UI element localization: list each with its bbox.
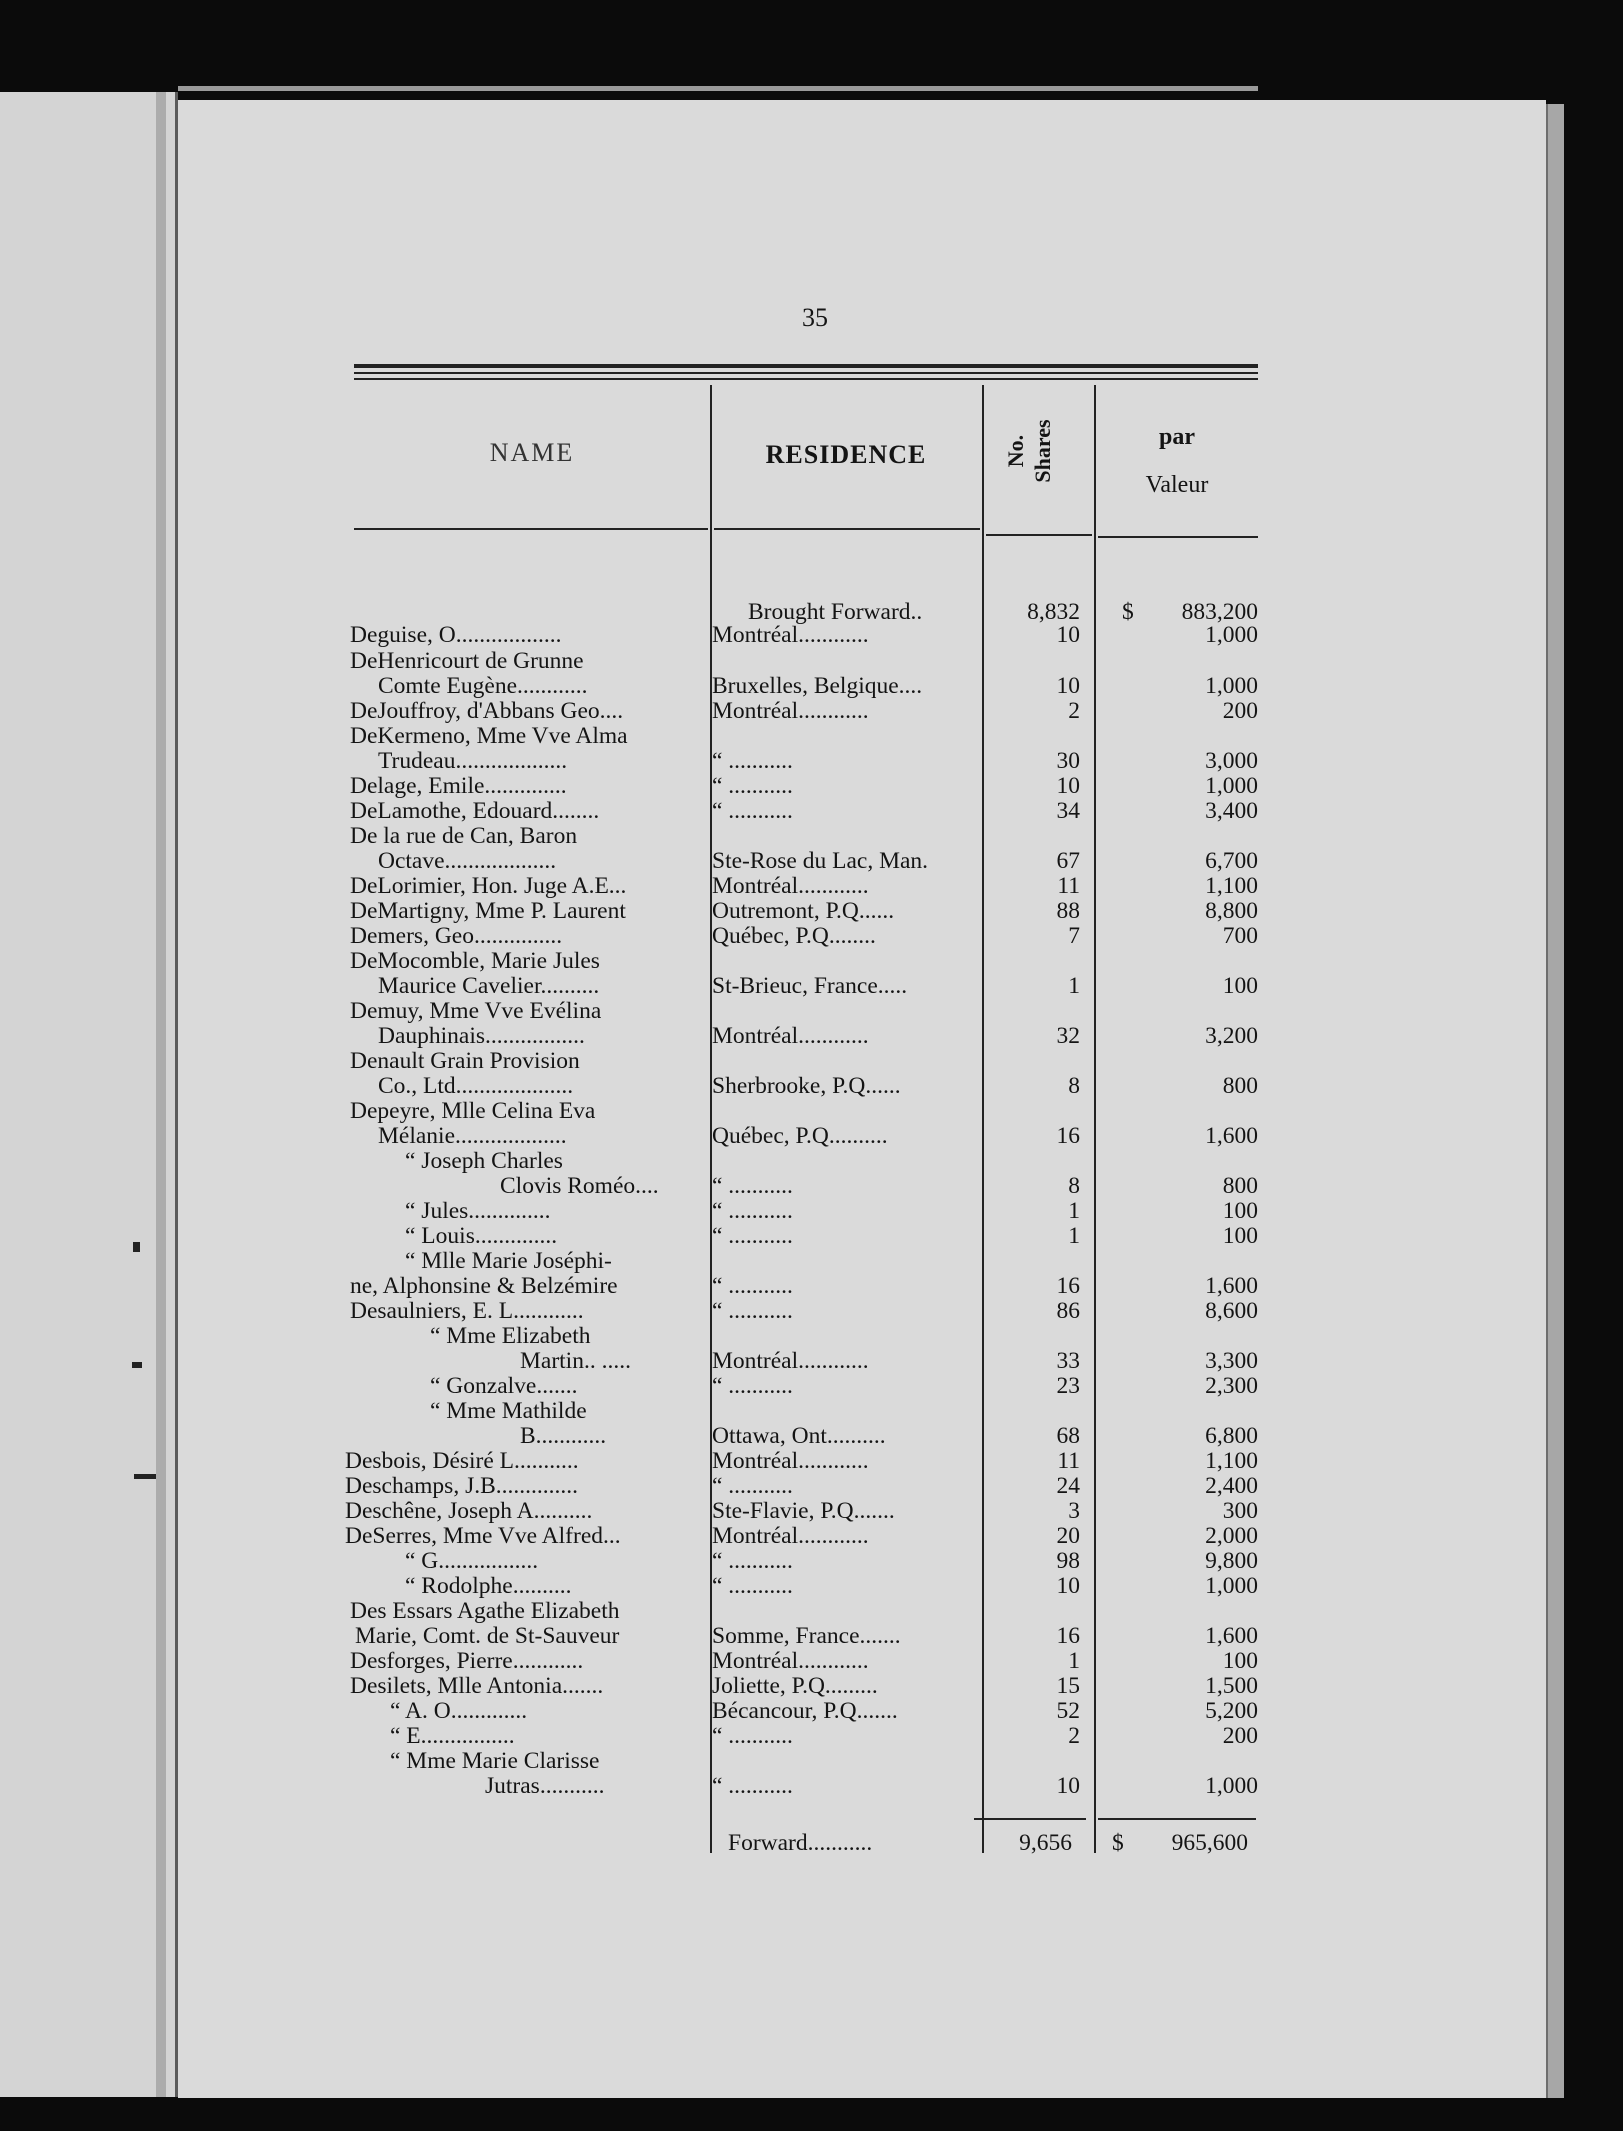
table-row [0, 1498, 1600, 1524]
shareholder-name: “ Louis.............. [405, 1223, 558, 1249]
par-value-cell: 1,000 [1205, 773, 1258, 799]
shares-cell: 98 [1056, 1548, 1080, 1574]
par-value-cell: 300 [1222, 1498, 1258, 1524]
shares-cell: 16 [1056, 1123, 1080, 1149]
par-value-cell: 8,800 [1205, 898, 1258, 924]
shareholder-name: Trudeau................... [378, 748, 568, 774]
par-value-cell: 3,400 [1205, 798, 1258, 824]
shareholder-name: “ Rodolphe.......... [405, 1573, 572, 1599]
shareholder-name: Desaulniers, E. L............ [350, 1298, 584, 1324]
table-row [0, 1523, 1600, 1549]
par-value-cell: 6,800 [1205, 1423, 1258, 1449]
par-value-cell: 3,200 [1205, 1023, 1258, 1049]
shares-cell: 88 [1056, 898, 1080, 924]
total-rule [1098, 1818, 1256, 1820]
shares-cell: 1 [1068, 1198, 1080, 1224]
residence-cell: Montréal............ [712, 1648, 869, 1674]
table-row [0, 1173, 1600, 1199]
residence-cell: Montréal............ [712, 1523, 869, 1549]
table-row [0, 1298, 1600, 1324]
shareholder-name: Octave................... [378, 848, 557, 874]
residence-cell: “ ........... [712, 1723, 793, 1749]
shareholder-name: Deschêne, Joseph A.......... [345, 1498, 593, 1524]
shareholder-name: DeSerres, Mme Vve Alfred... [345, 1523, 621, 1549]
shareholder-name: DeMocomble, Marie Jules [350, 948, 600, 974]
table-row [0, 1473, 1600, 1499]
shares-cell: 10 [1056, 1773, 1080, 1799]
table-row [0, 1673, 1600, 1699]
residence-cell: Ste-Flavie, P.Q....... [712, 1498, 895, 1524]
shares-cell: 1 [1068, 1223, 1080, 1249]
table-row [0, 622, 1600, 648]
par-value-cell: 1,600 [1205, 1123, 1258, 1149]
shareholder-name: “ Joseph Charles [405, 1148, 563, 1174]
table-row [0, 1148, 1600, 1174]
table-row [0, 1423, 1600, 1449]
table-row [0, 1373, 1600, 1399]
residence-cell: “ ........... [712, 1298, 793, 1324]
residence-cell: “ ........... [712, 1548, 793, 1574]
par-value-cell: 200 [1222, 698, 1258, 724]
shareholder-name: Denault Grain Provision [350, 1048, 580, 1074]
header-underline [1098, 536, 1258, 538]
table-row [0, 1248, 1600, 1274]
par-value-cell: 8,600 [1205, 1298, 1258, 1324]
table-row [0, 898, 1600, 924]
residence-cell: Bécancour, P.Q....... [712, 1698, 898, 1724]
table-row [0, 748, 1600, 774]
par-value-cell: 1,000 [1205, 622, 1258, 648]
table-row [0, 1548, 1600, 1574]
table-row [0, 1198, 1600, 1224]
table-row [0, 948, 1600, 974]
shares-cell: 20 [1056, 1523, 1080, 1549]
shares-cell: 10 [1056, 673, 1080, 699]
table-row [0, 923, 1600, 949]
header-underline [714, 528, 980, 530]
par-value-cell: 1,000 [1205, 673, 1258, 699]
table-row [0, 1023, 1600, 1049]
table-row [0, 1773, 1600, 1799]
table-row [0, 1348, 1600, 1374]
shareholder-name: De la rue de Can, Baron [350, 823, 578, 849]
total-rule [974, 1818, 1086, 1820]
shareholder-name: Desbois, Désiré L........... [345, 1448, 579, 1474]
shareholder-name: DeHenricourt de Grunne [350, 648, 584, 674]
table-row [0, 1223, 1600, 1249]
table-row [0, 773, 1600, 799]
table-row [0, 1123, 1600, 1149]
residence-cell: Montréal............ [712, 1023, 869, 1049]
shares-cell: 67 [1056, 848, 1080, 874]
shares-cell: 1 [1068, 973, 1080, 999]
residence-cell: Montréal............ [712, 698, 869, 724]
valeur-header: Valeur [1145, 472, 1209, 498]
table-row [0, 698, 1600, 724]
residence-cell: Montréal............ [712, 873, 869, 899]
residence-cell: Somme, France....... [712, 1623, 901, 1649]
shares-cell: 11 [1057, 873, 1080, 899]
brought-forward-label: Brought Forward.. [748, 599, 923, 625]
table-row [0, 1098, 1600, 1124]
residence-cell: Sherbrooke, P.Q...... [712, 1073, 901, 1099]
forward-row [0, 1830, 1600, 1856]
shares-cell: 11 [1057, 1448, 1080, 1474]
residence-cell: Ottawa, Ont.......... [712, 1423, 886, 1449]
par-value-cell: 100 [1222, 1648, 1258, 1674]
par-value-cell: 9,800 [1205, 1548, 1258, 1574]
residence-cell: Outremont, P.Q...... [712, 898, 895, 924]
shares-cell: 10 [1056, 622, 1080, 648]
shareholder-name: Desforges, Pierre............ [350, 1648, 584, 1674]
table-row [0, 1048, 1600, 1074]
par-value-cell: 800 [1222, 1073, 1258, 1099]
shareholder-name: Demuy, Mme Vve Evélina [350, 998, 602, 1024]
shareholder-name: Dauphinais................. [378, 1023, 585, 1049]
shares-cell: 10 [1056, 1573, 1080, 1599]
shares-cell: 24 [1056, 1473, 1080, 1499]
shareholder-name: Deschamps, J.B.............. [345, 1473, 579, 1499]
table-row [0, 1448, 1600, 1474]
shares-cell: 8 [1068, 1173, 1080, 1199]
residence-cell: “ ........... [712, 1573, 793, 1599]
residence-cell: Joliette, P.Q......... [712, 1673, 878, 1699]
shares-cell: 33 [1056, 1348, 1080, 1374]
shareholder-name: “ Mme Elizabeth [430, 1323, 591, 1349]
shares-cell: 32 [1056, 1023, 1080, 1049]
residence-cell: “ ........... [712, 1273, 793, 1299]
shares-column-header [1002, 396, 1072, 506]
forward-currency: $ [1112, 1830, 1124, 1856]
par-header: par [1159, 424, 1195, 450]
name-column-header: NAME [489, 438, 575, 467]
table-row [0, 1648, 1600, 1674]
residence-cell: Québec, P.Q........ [712, 923, 876, 949]
residence-cell: St-Brieuc, France..... [712, 973, 908, 999]
residence-cell: “ ........... [712, 1373, 793, 1399]
shares-cell: 23 [1056, 1373, 1080, 1399]
shareholder-name: Clovis Roméo.... [500, 1173, 659, 1199]
header-rule [354, 378, 1258, 380]
shareholder-name: Jutras........... [485, 1773, 605, 1799]
shares-cell: 52 [1056, 1698, 1080, 1724]
shareholder-name: “ Jules.............. [405, 1198, 551, 1224]
shares-cell: 86 [1056, 1298, 1080, 1324]
shareholder-name: ne, Alphonsine & Belzémire [350, 1273, 618, 1299]
table-row [0, 1398, 1600, 1424]
par-value-cell: 100 [1222, 1223, 1258, 1249]
table-row [0, 1323, 1600, 1349]
page-number: 35 [802, 303, 828, 332]
shareholder-name: Demers, Geo............... [350, 923, 563, 949]
book-top-edge [178, 86, 1258, 91]
header-underline [986, 534, 1092, 536]
residence-column-header: RESIDENCE [765, 440, 927, 469]
par-value-cell: 1,100 [1205, 873, 1258, 899]
shares-cell: 8 [1068, 1073, 1080, 1099]
shareholder-name: DeMartigny, Mme P. Laurent [350, 898, 626, 924]
table-row [0, 798, 1600, 824]
shareholder-name: Delage, Emile.............. [350, 773, 567, 799]
shares-cell: 16 [1056, 1623, 1080, 1649]
shares-cell: 15 [1056, 1673, 1080, 1699]
residence-cell: “ ........... [712, 798, 793, 824]
residence-cell: Bruxelles, Belgique.... [712, 673, 923, 699]
shareholder-name: “ A. O............. [390, 1698, 528, 1724]
brought-forward-value: 883,200 [1181, 599, 1258, 625]
residence-cell: Montréal............ [712, 1448, 869, 1474]
shareholder-name: DeLorimier, Hon. Juge A.E... [350, 873, 627, 899]
table-row [0, 998, 1600, 1024]
residence-cell: “ ........... [712, 1223, 793, 1249]
par-value-cell: 2,000 [1205, 1523, 1258, 1549]
shareholder-name: Desilets, Mlle Antonia....... [350, 1673, 604, 1699]
par-value-cell: 700 [1222, 923, 1258, 949]
shareholder-name: Mélanie................... [378, 1123, 567, 1149]
par-value-cell: 100 [1222, 973, 1258, 999]
residence-cell: “ ........... [712, 1198, 793, 1224]
residence-cell: Montréal............ [712, 622, 869, 648]
shareholder-name: Deguise, O.................. [350, 622, 562, 648]
par-value-cell: 6,700 [1205, 848, 1258, 874]
par-value-cell: 200 [1222, 1723, 1258, 1749]
shares-header-line2: Shares [1030, 419, 1055, 483]
header-rule [354, 364, 1258, 368]
par-value-cell: 1,600 [1205, 1623, 1258, 1649]
shareholder-name: DeLamothe, Edouard........ [350, 798, 600, 824]
residence-cell: “ ........... [712, 748, 793, 774]
table-row [0, 873, 1600, 899]
table-row [0, 1573, 1600, 1599]
shareholder-name: Depeyre, Mlle Celina Eva [350, 1098, 596, 1124]
brought-forward-shares: 8,832 [1027, 599, 1080, 625]
shareholder-name: “ Mme Marie Clarisse [390, 1748, 600, 1774]
shareholder-name: “ Mme Mathilde [430, 1398, 587, 1424]
shares-cell: 2 [1068, 698, 1080, 724]
par-value-cell: 100 [1222, 1198, 1258, 1224]
table-row [0, 1748, 1600, 1774]
table-row [0, 1073, 1600, 1099]
forward-label: Forward........... [728, 1830, 873, 1856]
table-row [0, 673, 1600, 699]
shares-cell: 68 [1056, 1423, 1080, 1449]
shares-cell: 7 [1068, 923, 1080, 949]
shareholder-name: “ Mlle Marie Joséphi- [405, 1248, 612, 1274]
shareholder-name: Marie, Comt. de St-Sauveur [355, 1623, 620, 1649]
shareholder-name: “ G................. [405, 1548, 539, 1574]
residence-cell: Québec, P.Q.......... [712, 1123, 888, 1149]
forward-shares: 9,656 [1019, 1830, 1072, 1856]
table-row [0, 848, 1600, 874]
header-underline [354, 528, 708, 530]
table-row [0, 1623, 1600, 1649]
shares-cell: 3 [1068, 1498, 1080, 1524]
table-row [0, 723, 1600, 749]
par-value-cell: 800 [1222, 1173, 1258, 1199]
shareholder-name: DeJouffroy, d'Abbans Geo.... [350, 698, 624, 724]
header-rule [354, 372, 1258, 374]
forward-value: 965,600 [1171, 1830, 1248, 1856]
shareholder-name: Des Essars Agathe Elizabeth [350, 1598, 620, 1624]
table-row [0, 1273, 1600, 1299]
table-row [0, 1698, 1600, 1724]
shares-cell: 1 [1068, 1648, 1080, 1674]
table-row [0, 1598, 1600, 1624]
shares-cell: 2 [1068, 1723, 1080, 1749]
par-value-cell: 3,000 [1205, 748, 1258, 774]
par-value-cell: 1,600 [1205, 1273, 1258, 1299]
shares-header-line1: No. [1003, 434, 1028, 468]
residence-cell: “ ........... [712, 1773, 793, 1799]
shareholder-name: Co., Ltd.................... [378, 1073, 574, 1099]
brought-forward-currency: $ [1122, 599, 1134, 625]
par-value-cell: 3,300 [1205, 1348, 1258, 1374]
shares-cell: 30 [1056, 748, 1080, 774]
par-value-cell: 1,000 [1205, 1573, 1258, 1599]
table-row [0, 648, 1600, 674]
shareholder-name: Martin.. ..... [520, 1348, 631, 1374]
par-value-cell: 1,500 [1205, 1673, 1258, 1699]
shareholder-name: B............ [520, 1423, 607, 1449]
par-value-cell: 1,100 [1205, 1448, 1258, 1474]
shareholder-name: “ Gonzalve....... [430, 1373, 578, 1399]
residence-cell: Montréal............ [712, 1348, 869, 1374]
shareholder-name: “ E................ [390, 1723, 515, 1749]
residence-cell: Ste-Rose du Lac, Man. [712, 848, 929, 874]
table-row [0, 1723, 1600, 1749]
par-value-cell: 2,300 [1205, 1373, 1258, 1399]
shares-cell: 16 [1056, 1273, 1080, 1299]
shareholder-name: DeKermeno, Mme Vve Alma [350, 723, 628, 749]
shares-cell: 34 [1056, 798, 1080, 824]
residence-cell: “ ........... [712, 773, 793, 799]
shares-cell: 10 [1056, 773, 1080, 799]
shareholder-name: Comte Eugène............ [378, 673, 588, 699]
table-row [0, 823, 1600, 849]
table-row [0, 973, 1600, 999]
residence-cell: “ ........... [712, 1473, 793, 1499]
par-value-cell: 1,000 [1205, 1773, 1258, 1799]
shareholder-name: Maurice Cavelier.......... [378, 973, 600, 999]
residence-cell: “ ........... [712, 1173, 793, 1199]
par-value-cell: 2,400 [1205, 1473, 1258, 1499]
par-value-cell: 5,200 [1205, 1698, 1258, 1724]
